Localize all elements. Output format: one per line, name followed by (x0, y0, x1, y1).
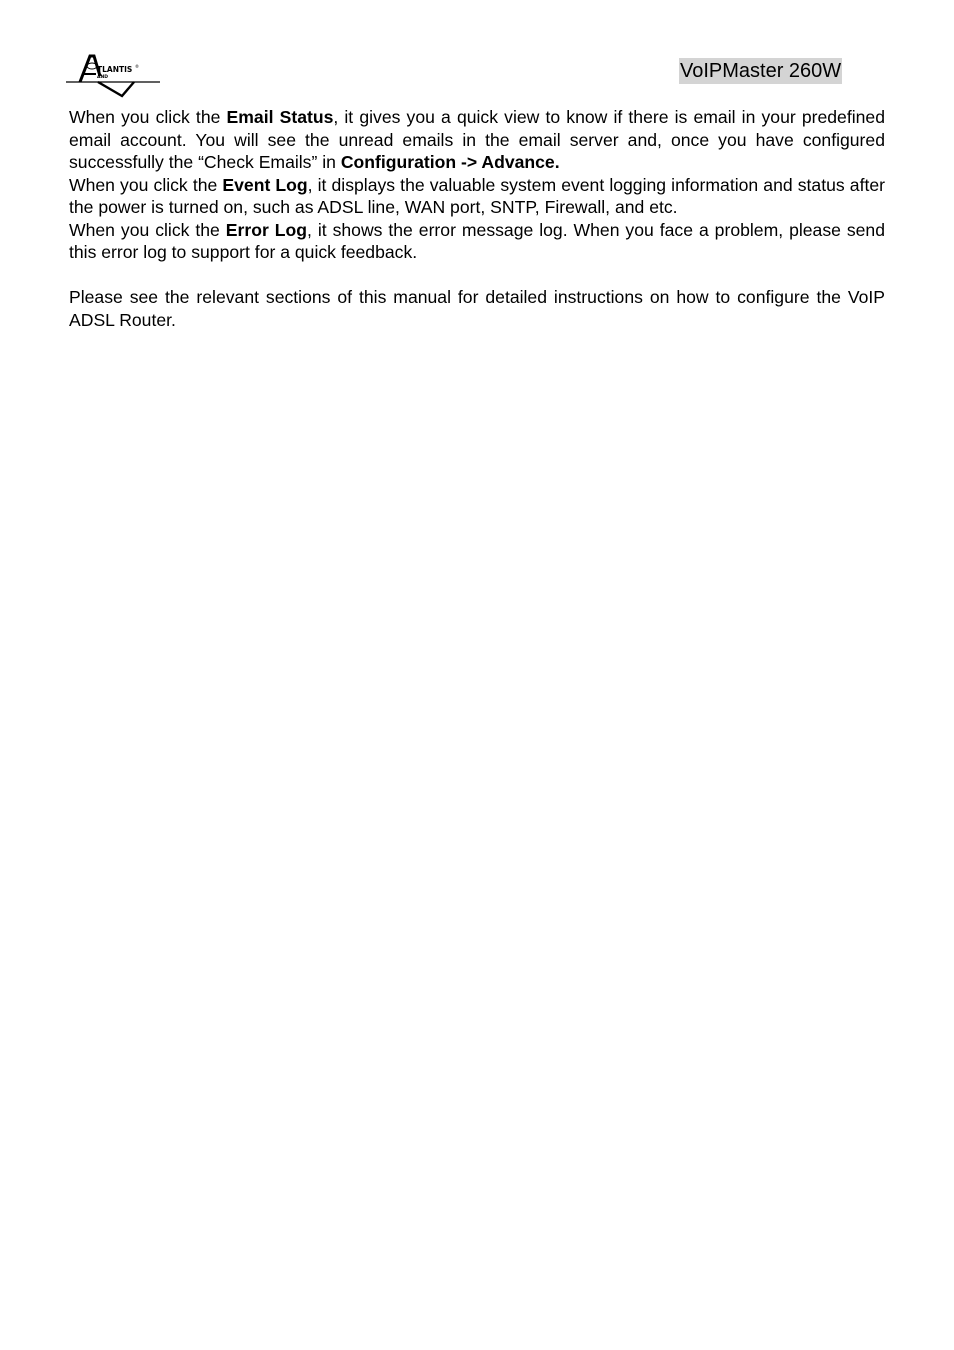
svg-text:TLANTIS: TLANTIS (97, 65, 133, 74)
paragraph-see-manual: Please see the relevant sections of this manual for detailed instructions on how to configure the VoIP ADSL Router. (69, 287, 885, 330)
text-run: , it displays the valuable system event logging information and status after the power is turned on, such as ADSL line, WAN port, SNTP, Firewall, and etc. (69, 174, 885, 217)
atlantis-land-logo (64, 52, 164, 100)
term-email-status: Email Status (226, 107, 334, 127)
term-error-log: Error Log (225, 219, 307, 240)
paragraph-event-log (69, 174, 885, 219)
paragraph-email-status (69, 106, 885, 174)
term-event-log: Event Log (222, 174, 308, 195)
term-configuration-advance: Configuration -> Advance. (340, 152, 560, 172)
text-run: When you click the (69, 107, 227, 127)
svg-text:AND: AND (97, 75, 108, 80)
page-header (0, 0, 954, 100)
document-body (69, 106, 885, 331)
svg-text:®: ® (135, 64, 139, 69)
atlantis-land-logo-icon (64, 52, 164, 100)
paragraph-error-log (69, 219, 885, 264)
text-run: When you click the (69, 219, 226, 240)
text-run: When you click the (69, 174, 223, 195)
text-run: , it shows the error message log. When you face a problem, please send this error log to support for a quick feedback. (69, 219, 886, 262)
text-run: , it gives you a quick view to know if there is email in your predefined email account. You will see the unread emails in the email server and, once you have configured successfully the “Check Emails” in (69, 107, 885, 172)
product-title: VoIPMaster 260W (680, 60, 842, 82)
